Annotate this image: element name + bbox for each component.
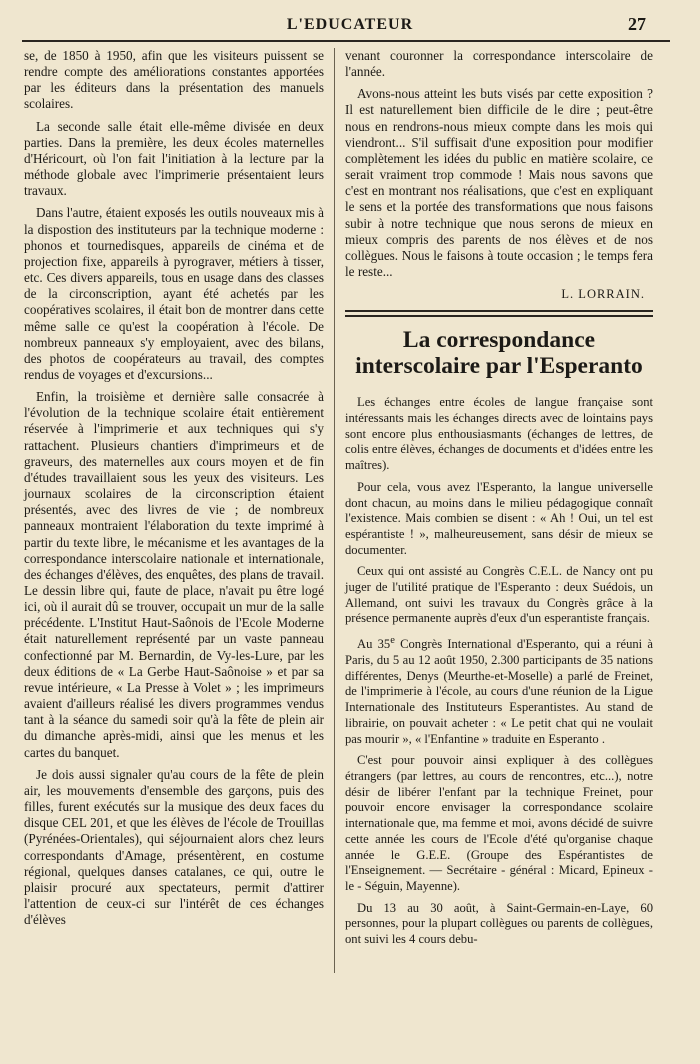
paragraph: Ceux qui ont assisté au Congrès C.E.L. de Nancy ont pu juger de l'utilité pratique de l'Esperanto : deux Suédois, un Allemand, ont suivi les travaux du Congrès grâce à la présence permanente auprès d'eux d'un esperantiste français. (345, 564, 653, 626)
paragraph (345, 633, 653, 747)
paragraph: Pour cela, vous avez l'Esperanto, la langue universelle dont chacun, au moins dans le milieu pédagogique connaît l'existence. Mais combien se disent : « Ah ! Oui, un tel est espérantiste ! », malheureusement, sans désir de mieux se documenter. (345, 479, 653, 557)
article-body (345, 395, 653, 947)
page-number: 27 (628, 14, 646, 34)
header-rule (22, 40, 670, 42)
paragraph: Je dois aussi signaler qu'au cours de la fête de plein air, les mouvements d'ensemble des garçons, puis des filles, furent exécutés sur la musique des deux faces du disque CEL 201, et que les élèves de l'école de Trouillas (Pyrénées-Orientales), qui séjournaient alors chez leurs correspondants d'Amage, présentèrent, en costume régional, quelques danses catalanes, ce qui, outre le plaisir procuré aux spectateurs, permit d'attirer l'attention de ceux-ci sur l'intérêt de ces échanges d'élèves (24, 766, 324, 928)
running-header: L'EDUCATEUR (286, 16, 414, 33)
signature: L. LORRAIN. (561, 287, 645, 302)
paragraph: Avons-nous atteint les buts visés par cette exposition ? Il est naturellement bien difficile de le dire ; peut-être nous en rendrons-nous mieux compte dans les mois qui viendront... S'il suffisait d'une exposition pour modifier complètement les idées du public en matière scolaire, ce serait vraiment trop commode ! Mais nous savons que c'est en montrant nos réalisations, que c'est en expliquant le sens et la portée des transformations que nous faisons subir à notre technique que nous serons de mieux en mieux compris des parents de nos élèves et de nos collègues. Nous le faisons à toute occasion ; le temps fera le reste... (345, 86, 653, 280)
article-title (345, 327, 653, 379)
paragraph-rest: Congrès International d'Esperanto, qui a réuni à Paris, du 5 au 12 août 1950, 2.300 participants de 35 nations différentes, Denys (Meurthe-et-Moselle) a parlé de Freinet, de l'imprimerie à l'école, au cours d'une réunion de la Ligue Internationale des Instituteurs Esperantistes. Au stand de librairie, on pouvait acheter : « Le petit chat qui ne voulait pas mourir », « l'Enfantine » traduite en Esperanto . (345, 637, 653, 746)
article-title-line: interscolaire par l'Esperanto (355, 353, 643, 380)
left-column (24, 48, 324, 934)
paragraph: Dans l'autre, étaient exposés les outils nouveaux mis à la dispostion des instituteurs par la technique moderne : phonos et tournedisques, appareils de cinéma et de projection fixe, appareils à pyrograver, métiers à tisser, etc. Ces divers appareils, tous en usage dans des classes de la circonscription, ayant été achetés par les coopératives scolaires, il était bon de montrer dans cette même salle ce qu'est la coopération à l'école. De nombreux panneaux s'y employaient, avec des bilans, des photos de coopérateurs au travail, des comptes rendus de voyages et d'excursions... (24, 205, 324, 382)
paragraph: Les échanges entre écoles de langue française sont intéressants mais les échanges directs avec de lointains pays sont encore plus enthousiasmants (échanges de lettres, de colis entre élèves, échanges de documents et d'idées entre les maîtres). (345, 395, 653, 473)
ordinal-superscript: e (390, 635, 395, 647)
paragraph: Enfin, la troisième et dernière salle consacrée à l'évolution de la technique scolaire était entièrement réservée à l'imprimerie et aux techniques qui s'y rattachent. Plusieurs chantiers d'imprimeurs et de graveurs, des maternelles aux cours moyen et de fin d'études travaillaient sous les yeux des visiteurs. Les journaux scolaires de la circonscription étaient présentés, avec des livres de vie ; de nombreux panneaux montraient l'élaboration du texte imprimé à partir du texte libre, le mécanisme et les avantages de la correspondance interscolaire nationale et internationale, des échanges d'élèves, des enquêtes, des plans de travail. Le dessin libre qui, faute de place, n'avait pu être logé ici, où il aurait dû se trouver, occupait un mur de la salle précédente. L'Institut Haut-Saônois de l'Ecole Moderne était naturellement représenté par un vaste panneau confectionné par M. Bernardin, de Vy-les-Lure, par les deux éditions de « La Gerbe Haut-Saônoise » et par sa revue intérieure, « La Presse à Volet » ; les imprimeurs avaient d'ailleurs réalisé les divers programmes vendus tant à la séance du samedi soir qu'à la fête de plein air du dimanche après-midi, ainsi que les menus et les cartes du banquet. (24, 389, 324, 760)
section-rule (345, 310, 653, 317)
paragraph: La seconde salle était elle-même divisée en deux parties. Dans la première, les deux écoles maternelles d'Héricourt, où l'on fait l'initiation à la lecture par la méthode globale avec l'imprimerie présentaient leurs travaux. (24, 118, 324, 199)
article-title-line: La correspondance (402, 327, 596, 354)
column-divider (334, 48, 335, 973)
paragraph: se, de 1850 à 1950, afin que les visiteurs puissent se rendre compte des améliorations constantes apportées par les éditeurs dans la présentation des manuels scolaires. (24, 48, 324, 112)
right-column (345, 48, 653, 954)
paragraph: venant couronner la correspondance interscolaire de l'année. (345, 48, 653, 80)
paragraph: Du 13 au 30 août, à Saint-Germain-en-Laye, 60 personnes, pour la plupart collègues ou parents de collègues, ont suivi les 4 cours debu- (345, 900, 653, 947)
paragraph-start: Au 35 (357, 637, 391, 652)
paragraph: C'est pour pouvoir ainsi expliquer à des collègues étrangers (par lettres, au cours de rencontres, etc...), notre désir de libérer l'enfant par la technique Freinet, pour pouvoir encore envisager la correspondance scolaire internationale que, ma femme et moi, avons décidé de suivre cette année les cours de l'Ecole d'été qu'organise chaque année le G.E.E. (Groupe des Espérantistes de l'Enseignement. — Secrétaire - général : Micard, Epineux - le - Séguin, Mayenne). (345, 753, 653, 893)
